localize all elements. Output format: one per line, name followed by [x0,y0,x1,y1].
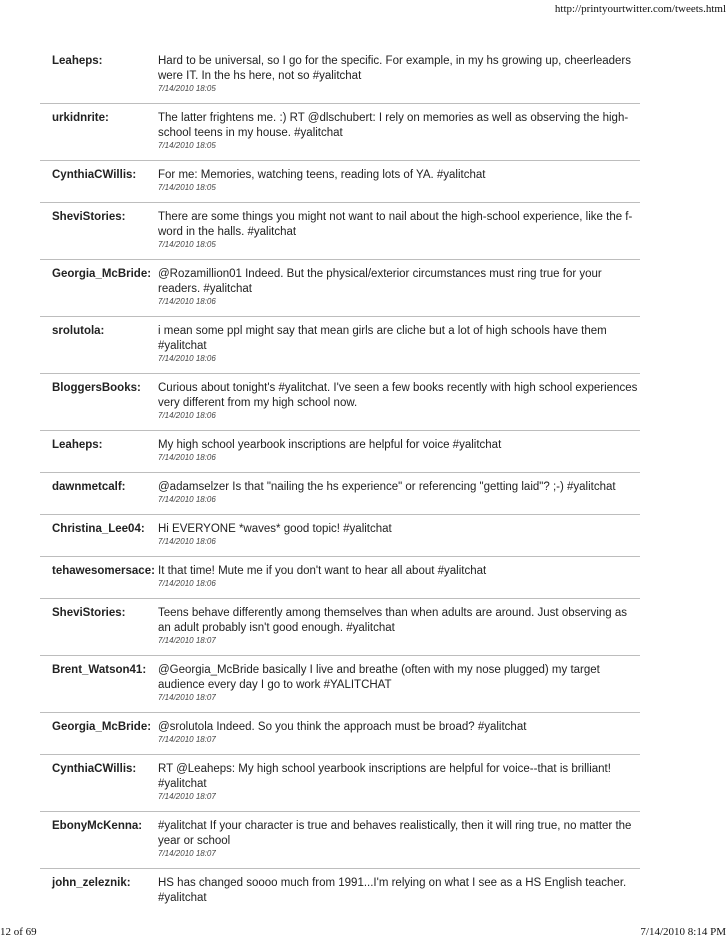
tweet-text: The latter frightens me. :) RT @dlschubert: I rely on memories as well as observing the high-school teens in my house. #yalitchat [158,112,629,139]
tweet-row [40,473,640,515]
tweet-row [40,515,640,557]
tweet-username: Georgia_McBride: [52,721,152,733]
tweet-username: Brent_Watson41: [52,664,147,676]
tweet-timestamp: 7/14/2010 18:06 [158,354,216,363]
tweet-username: CynthiaCWillis: [52,169,137,181]
tweet-text: Curious about tonight's #yalitchat. I've seen a few books recently with high school experiences very different from my high school now. [158,382,638,409]
tweet-username: Leaheps: [52,55,103,67]
tweet-text: Hard to be universal, so I go for the specific. For example, in my hs growing up, cheerleaders were IT. In the hs here, not so #yalitchat [158,55,632,82]
tweet-row [40,431,640,473]
page-url: http://printyourtwitter.com/tweets.html [554,3,726,15]
tweet-text: @Rozamillion01 Indeed. But the physical/exterior circumstances must ring true for your readers. #yalitchat [158,268,602,295]
tweet-username: Georgia_McBride: [52,268,152,280]
tweet-list [40,46,640,915]
tweet-text: @adamselzer Is that "nailing the hs experience" or referencing "getting laid"? ;-) #yalitchat [158,481,616,493]
tweet-text: It that time! Mute me if you don't want to hear all about #yalitchat [158,565,487,577]
tweet-row [40,557,640,599]
tweet-row [40,713,640,755]
tweet-username: CynthiaCWillis: [52,763,137,775]
tweet-text: There are some things you might not want to nail about the high-school experience, like the f-word in the halls. #yalitchat [158,211,633,238]
tweet-text: My high school yearbook inscriptions are helpful for voice #yalitchat [158,439,502,451]
tweet-username: john_zeleznik: [52,877,131,889]
tweet-username: Leaheps: [52,439,103,451]
tweet-username: urkidnrite: [52,112,109,124]
tweet-username: srolutola: [52,325,105,337]
tweet-timestamp: 7/14/2010 18:06 [158,411,216,420]
tweet-row [40,104,640,161]
tweet-row [40,755,640,812]
tweet-row [40,203,640,260]
tweet-timestamp: 7/14/2010 18:06 [158,297,216,306]
tweet-text: For me: Memories, watching teens, reading lots of YA. #yalitchat [158,169,486,181]
tweet-timestamp: 7/14/2010 18:06 [158,537,216,546]
tweet-row [40,869,640,915]
tweet-text: RT @Leaheps: My high school yearbook inscriptions are helpful for voice--that is brilliant! #yalitchat [158,763,611,790]
tweet-text: Teens behave differently among themselves than when adults are around. Just observing as an adult probably isn't good enough. #yalitchat [158,607,628,634]
tweet-text: i mean some ppl might say that mean girls are cliche but a lot of high schools have them #yalitchat [158,325,607,352]
tweet-timestamp: 7/14/2010 18:07 [158,792,216,801]
tweet-row [40,374,640,431]
tweet-text: Hi EVERYONE *waves* good topic! #yalitchat [158,523,392,535]
tweet-username: EbonyMcKenna: [52,820,143,832]
tweet-text: @srolutola Indeed. So you think the approach must be broad? #yalitchat [158,721,527,733]
tweet-timestamp: 7/14/2010 18:05 [158,183,216,192]
tweet-username: Christina_Lee04: [52,523,145,535]
tweet-timestamp: 7/14/2010 18:07 [158,849,216,858]
tweet-username: SheviStories: [52,211,126,223]
tweet-username: BloggersBooks: [52,382,141,394]
tweet-timestamp: 7/14/2010 18:07 [158,636,216,645]
tweet-username: tehawesomersace: [52,565,155,577]
tweet-username: dawnmetcalf: [52,481,126,493]
tweet-timestamp: 7/14/2010 18:06 [158,453,216,462]
print-timestamp: 7/14/2010 8:14 PM [640,926,726,938]
tweet-timestamp: 7/14/2010 18:06 [158,495,216,504]
tweet-timestamp: 7/14/2010 18:06 [158,579,216,588]
tweet-row [40,599,640,656]
tweet-row [40,812,640,869]
tweet-timestamp: 7/14/2010 18:07 [158,735,216,744]
tweet-row [40,161,640,203]
tweet-row [40,656,640,713]
tweet-text: #yalitchat If your character is true and behaves realistically, then it will ring true, no matter the year or school [158,820,632,847]
tweet-text: HS has changed soooo much from 1991...I'm relying on what I see as a HS English teacher. #yalitchat [158,877,627,904]
page-counter: 12 of 69 [0,926,37,938]
tweet-text: @Georgia_McBride basically I live and breathe (often with my nose plugged) my target audience every day I go to work #YALITCHAT [158,664,600,691]
tweet-row [40,317,640,374]
tweet-timestamp: 7/14/2010 18:07 [158,693,216,702]
tweet-timestamp: 7/14/2010 18:05 [158,141,216,150]
tweet-row [40,46,640,104]
tweet-row [40,260,640,317]
tweet-username: SheviStories: [52,607,126,619]
tweet-timestamp: 7/14/2010 18:05 [158,84,216,93]
tweet-timestamp: 7/14/2010 18:05 [158,240,216,249]
